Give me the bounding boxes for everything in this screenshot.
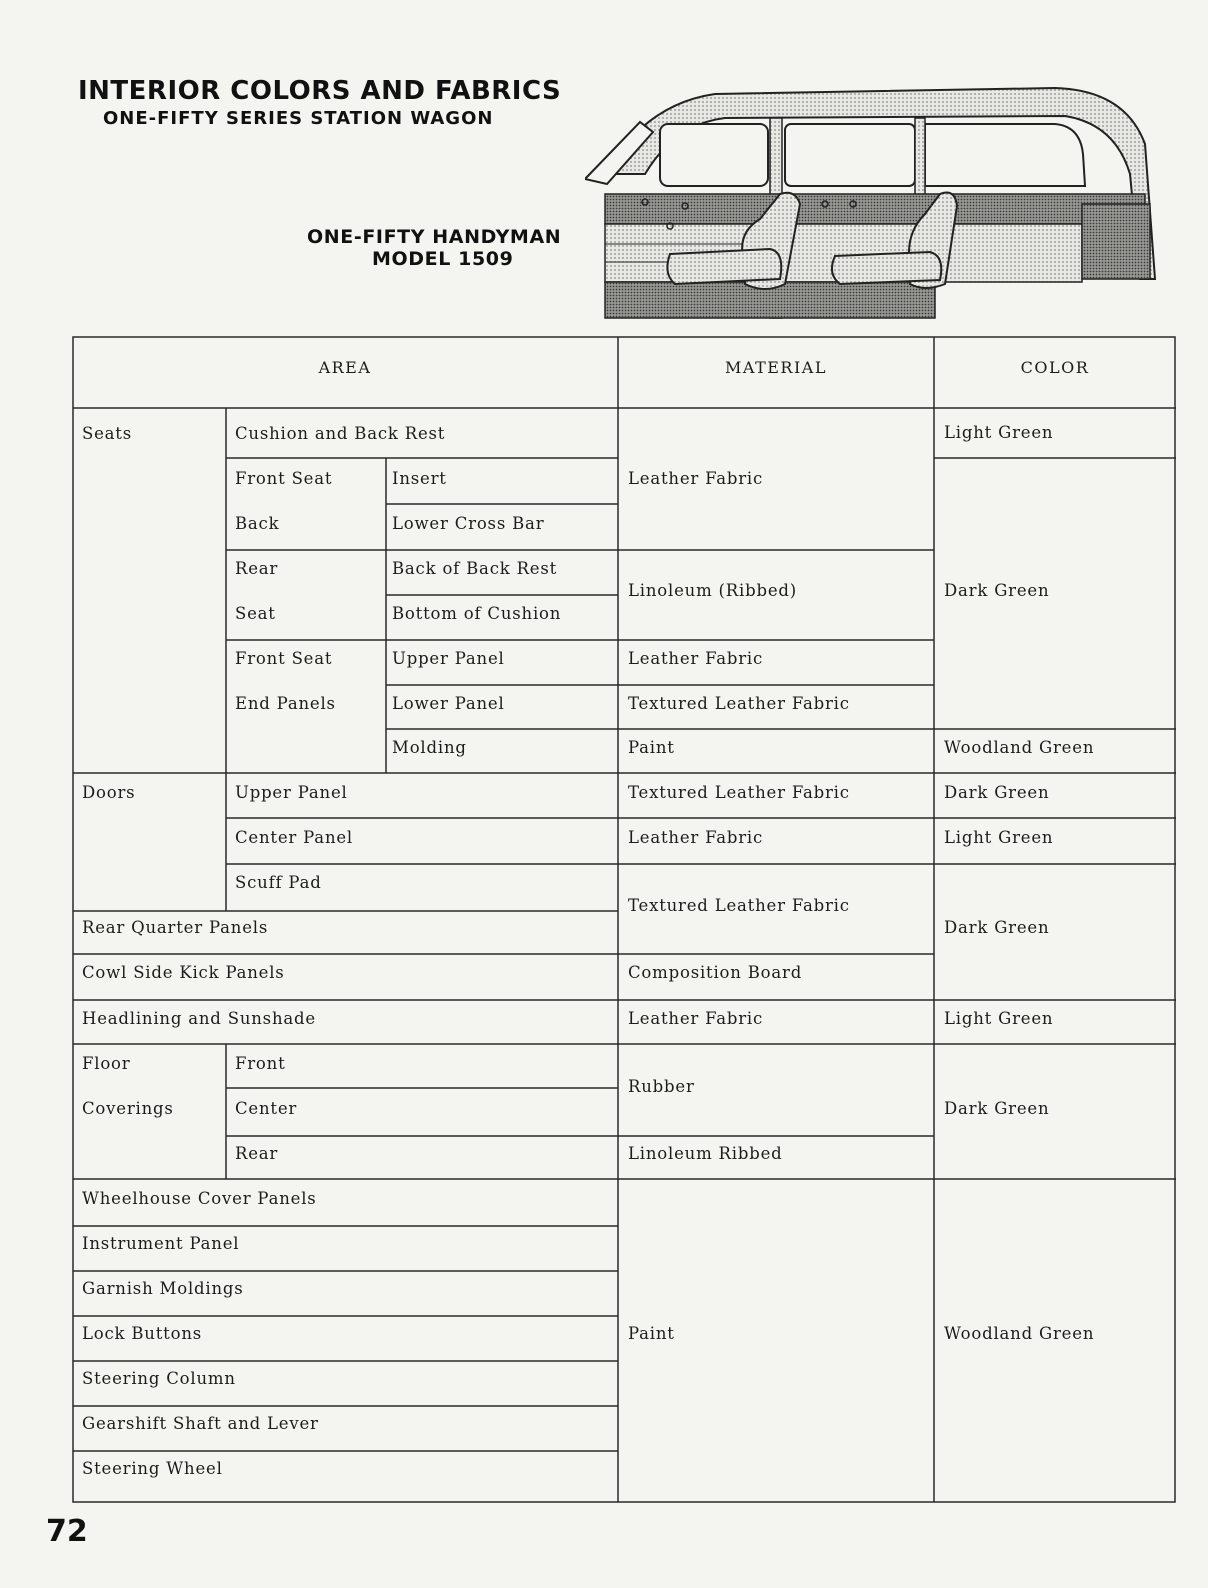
material-textured-doors-upper: Textured Leather Fabric [628, 783, 850, 802]
color-light-green-doors-center: Light Green [944, 828, 1054, 847]
area-gearshift: Gearshift Shaft and Lever [82, 1414, 319, 1433]
area-rear-seat-l2: Seat [235, 604, 276, 623]
material-composition-board: Composition Board [628, 963, 803, 982]
material-paint-molding: Paint [628, 738, 675, 757]
area-molding: Molding [392, 738, 467, 757]
area-back-of-back-rest: Back of Back Rest [392, 559, 558, 578]
area-cushion-back-rest: Cushion and Back Rest [235, 424, 446, 443]
color-woodland-green-misc: Woodland Green [944, 1324, 1095, 1343]
area-end-panels-l1: Front Seat [235, 649, 333, 668]
area-lower-cross-bar: Lower Cross Bar [392, 514, 545, 533]
area-floor-l1: Floor [82, 1054, 131, 1073]
area-wheelhouse-cover-panels: Wheelhouse Cover Panels [82, 1189, 317, 1208]
area-garnish-moldings: Garnish Moldings [82, 1279, 244, 1298]
area-headlining-sunshade: Headlining and Sunshade [82, 1009, 316, 1028]
color-light-green-headlining: Light Green [944, 1009, 1054, 1028]
area-doors-center-panel: Center Panel [235, 828, 354, 847]
header-color: COLOR [1020, 358, 1090, 377]
area-doors-upper-panel: Upper Panel [235, 783, 348, 802]
area-bottom-of-cushion: Bottom of Cushion [392, 604, 562, 623]
color-dark-green-doors-upper: Dark Green [944, 783, 1050, 802]
area-scuff-pad: Scuff Pad [235, 873, 322, 892]
material-textured-end: Textured Leather Fabric [628, 694, 850, 713]
area-floor-front: Front [235, 1054, 286, 1073]
area-insert: Insert [392, 469, 447, 488]
area-seats: Seats [82, 424, 133, 443]
station-wagon-interior-icon [585, 84, 1175, 322]
material-rubber: Rubber [628, 1077, 695, 1096]
color-dark-green-scuff-cowl: Dark Green [944, 918, 1050, 937]
area-doors: Doors [82, 783, 136, 802]
area-rear-quarter-panels: Rear Quarter Panels [82, 918, 269, 937]
material-paint-misc: Paint [628, 1324, 675, 1343]
area-rear-seat-l1: Rear [235, 559, 279, 578]
area-lock-buttons: Lock Buttons [82, 1324, 203, 1343]
area-floor-l2: Coverings [82, 1099, 174, 1118]
header-area: AREA [318, 358, 372, 377]
area-steering-wheel: Steering Wheel [82, 1459, 223, 1478]
color-woodland-green-molding: Woodland Green [944, 738, 1095, 757]
page-title: INTERIOR COLORS AND FABRICS [78, 76, 562, 106]
material-leather-fabric-headlining: Leather Fabric [628, 1009, 764, 1028]
model-name: ONE-FIFTY HANDYMAN [307, 226, 562, 248]
model-number: MODEL 1509 [372, 248, 514, 270]
material-linoleum-ribbed-floor: Linoleum Ribbed [628, 1144, 783, 1163]
page-number: 72 [46, 1514, 88, 1549]
area-floor-rear: Rear [235, 1144, 279, 1163]
interior-colors-table [72, 336, 1178, 1504]
area-end-upper-panel: Upper Panel [392, 649, 505, 668]
material-linoleum-ribbed-seats: Linoleum (Ribbed) [628, 581, 797, 600]
color-dark-green-floor: Dark Green [944, 1099, 1050, 1118]
area-floor-center: Center [235, 1099, 298, 1118]
material-leather-fabric-seats: Leather Fabric [628, 469, 764, 488]
header-material: MATERIAL [725, 358, 827, 377]
area-instrument-panel: Instrument Panel [82, 1234, 240, 1253]
area-steering-column: Steering Column [82, 1369, 236, 1388]
area-cowl-side-kick-panels: Cowl Side Kick Panels [82, 963, 285, 982]
color-light-green-cushion: Light Green [944, 423, 1054, 442]
material-textured-scuff-quarter: Textured Leather Fabric [628, 896, 850, 915]
area-end-lower-panel: Lower Panel [392, 694, 505, 713]
color-dark-green-seats: Dark Green [944, 581, 1050, 600]
material-leather-fabric-end: Leather Fabric [628, 649, 764, 668]
material-leather-fabric-doors-center: Leather Fabric [628, 828, 764, 847]
area-end-panels-l2: End Panels [235, 694, 336, 713]
area-front-seat-back-l1: Front Seat [235, 469, 333, 488]
area-front-seat-back-l2: Back [235, 514, 280, 533]
page-subtitle: ONE-FIFTY SERIES STATION WAGON [103, 108, 494, 129]
